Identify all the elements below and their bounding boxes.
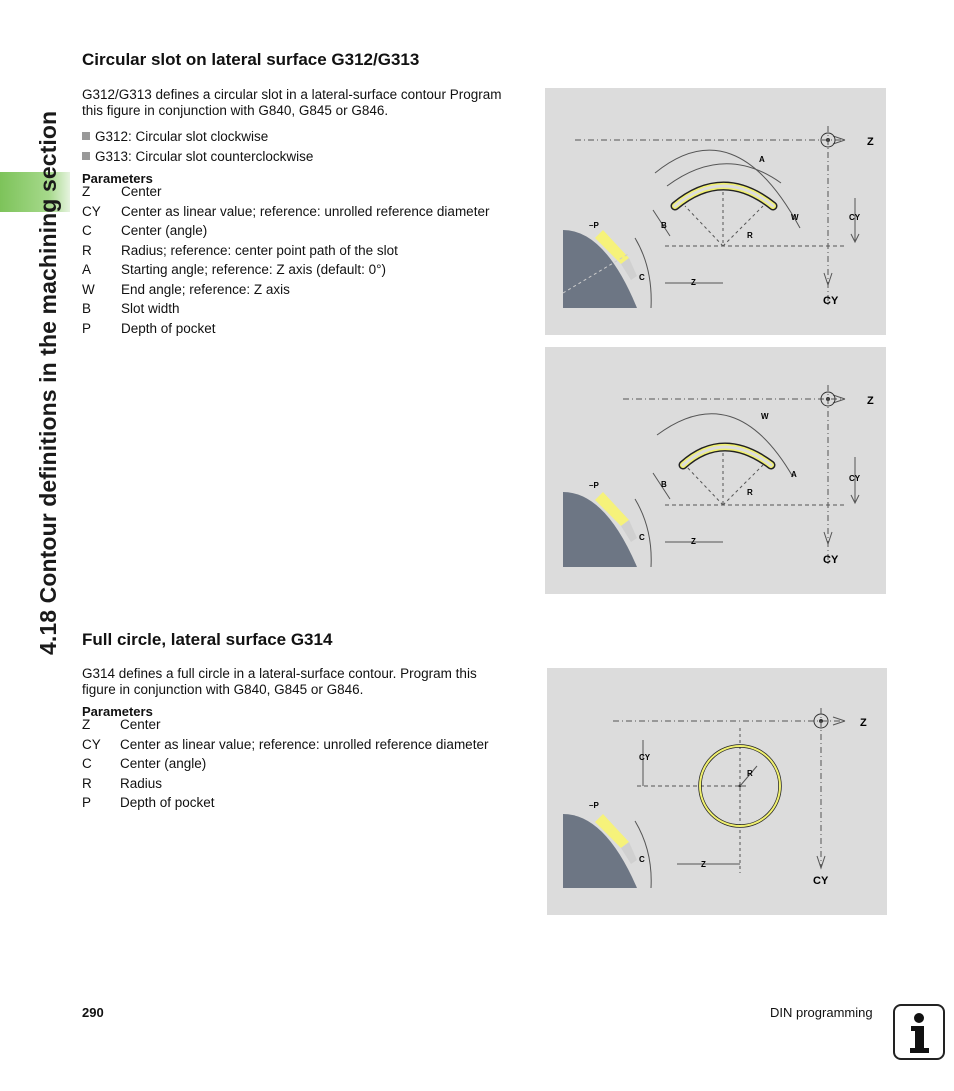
section1-intro bbox=[82, 87, 527, 119]
section2-heading: Full circle, lateral surface G314 bbox=[82, 630, 333, 649]
bullet-square-icon bbox=[82, 152, 90, 160]
label-b: B bbox=[661, 480, 667, 489]
label-r: R bbox=[747, 488, 753, 497]
section2-params-heading: Parameters bbox=[82, 704, 153, 719]
label-cy: CY bbox=[823, 554, 839, 566]
param-value: Center (angle) bbox=[120, 756, 207, 771]
param-key: CY bbox=[82, 736, 101, 752]
label-cy: CY bbox=[813, 875, 829, 887]
label-p: –P bbox=[589, 481, 599, 490]
param-key: P bbox=[82, 320, 92, 336]
info-icon bbox=[893, 1004, 945, 1060]
label-a: A bbox=[759, 155, 765, 164]
label-a: A bbox=[791, 470, 797, 479]
info-icon-svg bbox=[895, 1006, 943, 1058]
bullet-text: G313: Circular slot counterclockwise bbox=[95, 149, 314, 164]
bullet-item bbox=[82, 129, 268, 144]
param-value: Center (angle) bbox=[121, 223, 208, 238]
label-b: B bbox=[661, 221, 667, 230]
param-key: R bbox=[82, 775, 92, 791]
section1-params-heading: Parameters bbox=[82, 171, 153, 186]
param-key: W bbox=[82, 281, 95, 297]
label-c: C bbox=[639, 273, 645, 282]
param-key: C bbox=[82, 223, 92, 238]
param-value: Depth of pocket bbox=[120, 795, 215, 810]
param-value: Slot width bbox=[121, 301, 180, 316]
page-number: 290 bbox=[82, 1005, 104, 1020]
section1-heading: Circular slot on lateral surface G312/G313 bbox=[82, 50, 420, 69]
bullet-text: G312: Circular slot clockwise bbox=[95, 129, 269, 144]
param-value: Starting angle; reference: Z axis (default: 0°) bbox=[121, 262, 387, 277]
label-w: W bbox=[761, 412, 769, 421]
label-cy: CY bbox=[823, 295, 839, 307]
label-p: –P bbox=[589, 801, 599, 810]
bullet-item bbox=[82, 149, 313, 164]
slot-diagram-svg bbox=[545, 347, 886, 594]
label-c: C bbox=[639, 855, 645, 864]
label-c: C bbox=[639, 533, 645, 542]
label-p: –P bbox=[589, 221, 599, 230]
param-value: Center as linear value; reference: unrolled reference diameter bbox=[121, 203, 490, 219]
section2-intro-line1: G314 defines a full circle in a lateral-surface contour. Program this bbox=[82, 666, 477, 681]
param-key: C bbox=[82, 756, 92, 771]
param-key: Z bbox=[82, 184, 91, 199]
label-cy-dim: CY bbox=[849, 213, 861, 222]
param-value: Radius bbox=[120, 775, 163, 791]
label-z-dim: Z bbox=[691, 537, 696, 546]
footer-chapter: DIN programming bbox=[770, 1005, 873, 1020]
param-value: Radius; reference: center point path of the slot bbox=[121, 242, 398, 258]
figure-full-circle bbox=[547, 668, 887, 915]
param-key: A bbox=[82, 262, 92, 277]
section1-intro-line1: G312/G313 defines a circular slot in a lateral-surface contour Program bbox=[82, 87, 502, 102]
param-value: End angle; reference: Z axis bbox=[121, 281, 290, 297]
slot-diagram-svg bbox=[545, 88, 886, 335]
label-cy-dim: CY bbox=[849, 474, 861, 483]
label-cy-dim: CY bbox=[639, 753, 651, 762]
circle-diagram-svg bbox=[547, 668, 887, 915]
param-key: Z bbox=[82, 717, 91, 732]
label-z: Z bbox=[867, 136, 874, 148]
param-value: Center bbox=[120, 717, 161, 732]
section2-intro bbox=[82, 666, 527, 698]
param-value: Center as linear value; reference: unrolled reference diameter bbox=[120, 736, 489, 752]
label-z: Z bbox=[860, 717, 867, 729]
bullet-square-icon bbox=[82, 132, 90, 140]
label-z-dim: Z bbox=[691, 278, 696, 287]
label-z: Z bbox=[867, 395, 874, 407]
chapter-title: 4.18 Contour definitions in the machining section bbox=[35, 110, 61, 655]
label-w: W bbox=[791, 213, 799, 222]
param-key: CY bbox=[82, 203, 101, 219]
param-value: Center bbox=[121, 184, 162, 199]
figure-slot-clockwise bbox=[545, 88, 886, 335]
param-key: P bbox=[82, 795, 92, 810]
label-z-dim: Z bbox=[701, 860, 706, 869]
figure-slot-counterclockwise bbox=[545, 347, 886, 594]
param-key: B bbox=[82, 301, 92, 316]
label-r: R bbox=[747, 231, 753, 240]
param-key: R bbox=[82, 242, 92, 258]
section2-intro-line2: figure in conjunction with G840, G845 or G846. bbox=[82, 682, 364, 697]
label-r: R bbox=[747, 769, 753, 778]
param-value: Depth of pocket bbox=[121, 320, 216, 336]
section1-intro-line2: this figure in conjunction with G840, G845 or G846. bbox=[82, 103, 389, 118]
